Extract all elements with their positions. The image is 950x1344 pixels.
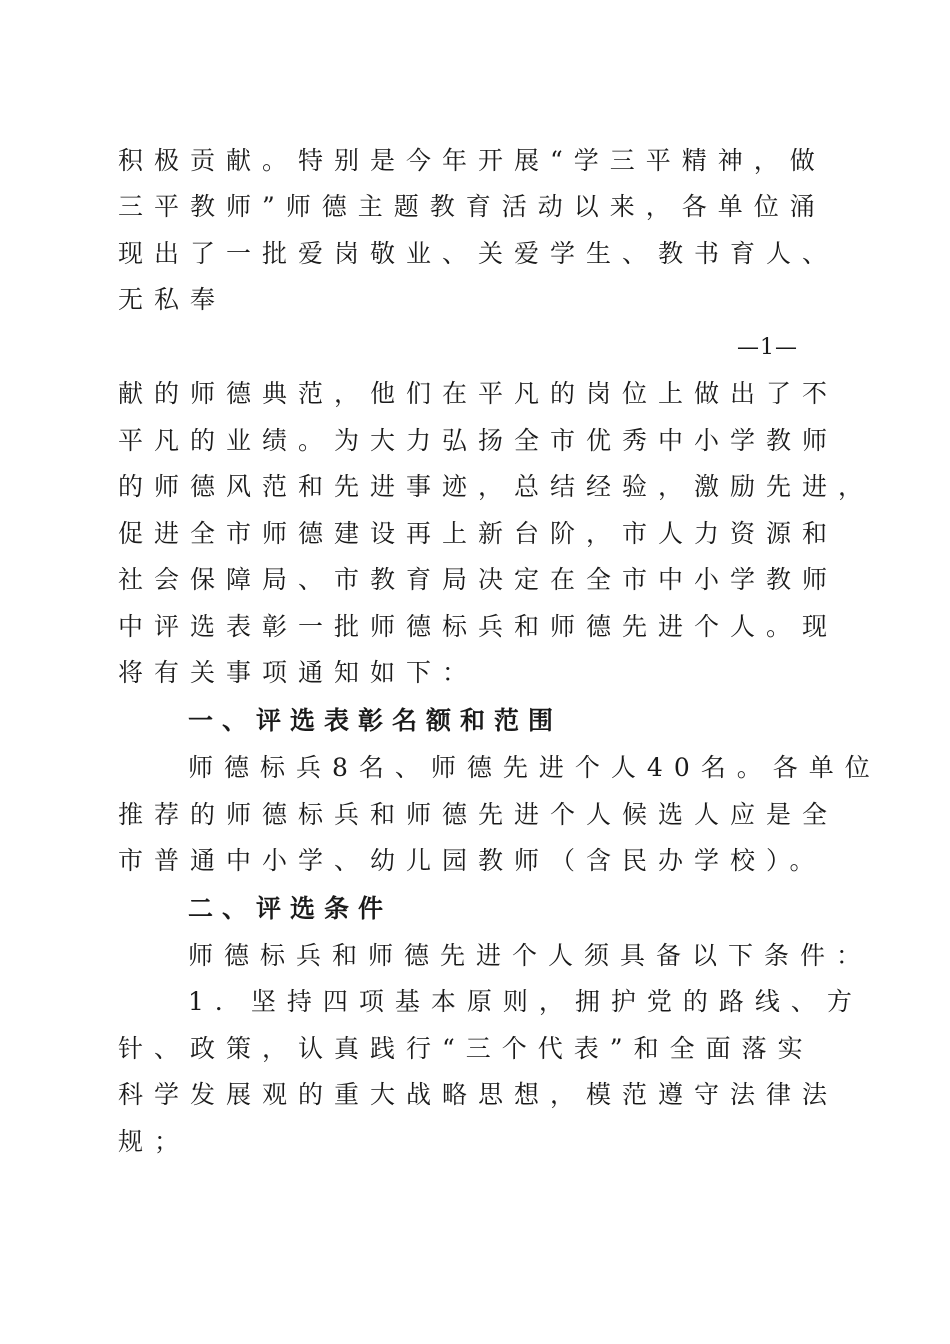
section-heading: 二、评选条件 — [188, 894, 393, 923]
section-heading: 一、评选表彰名额和范围 — [188, 706, 563, 735]
paragraph-line: 中评选表彰一批师德标兵和师德先进个人。现 — [118, 612, 839, 641]
paragraph-line: 市普通中小学、幼儿园教师（含民办学校）。 — [118, 846, 826, 875]
paragraph-line: 促进全市师德建设再上新台阶，市人力资源和 — [118, 519, 839, 548]
paragraph-line: 师德标兵8名、师德先进个人40名。各单位 — [188, 753, 881, 782]
paragraph-line: 科学发展观的重大战略思想，模范遵守法律法 — [118, 1080, 839, 1109]
paragraph-line: 积极贡献。特别是今年开展“学三平精神，做 — [118, 146, 826, 175]
page-number: —1— — [737, 335, 798, 360]
paragraph-line: 的师德风范和先进事迹，总结经验，激励先进， — [118, 472, 875, 501]
paragraph-line: 师德标兵和师德先进个人须具备以下条件： — [188, 941, 873, 970]
paragraph-line: 将有关事项通知如下： — [118, 658, 479, 687]
paragraph-line: 三平教师”师德主题教育活动以来，各单位涌 — [118, 192, 826, 221]
paragraph-line: 平凡的业绩。为大力弘扬全市优秀中小学教师 — [118, 426, 839, 455]
paragraph-line: 推荐的师德标兵和师德先进个人候选人应是全 — [118, 800, 839, 829]
paragraph-line: 现出了一批爱岗敬业、关爱学生、教书育人、 — [118, 239, 839, 268]
paragraph-line: 无私奉 — [118, 285, 227, 314]
paragraph-line: 社会保障局、市教育局决定在全市中小学教师 — [118, 565, 839, 594]
paragraph-line: 针、政策，认真践行“三个代表”和全面落实 — [118, 1034, 814, 1063]
paragraph-line: 1．坚持四项基本原则，拥护党的路线、方 — [188, 987, 863, 1016]
paragraph-line: 献的师德典范，他们在平凡的岗位上做出了不 — [118, 379, 839, 408]
paragraph-line: 规； — [118, 1127, 191, 1156]
